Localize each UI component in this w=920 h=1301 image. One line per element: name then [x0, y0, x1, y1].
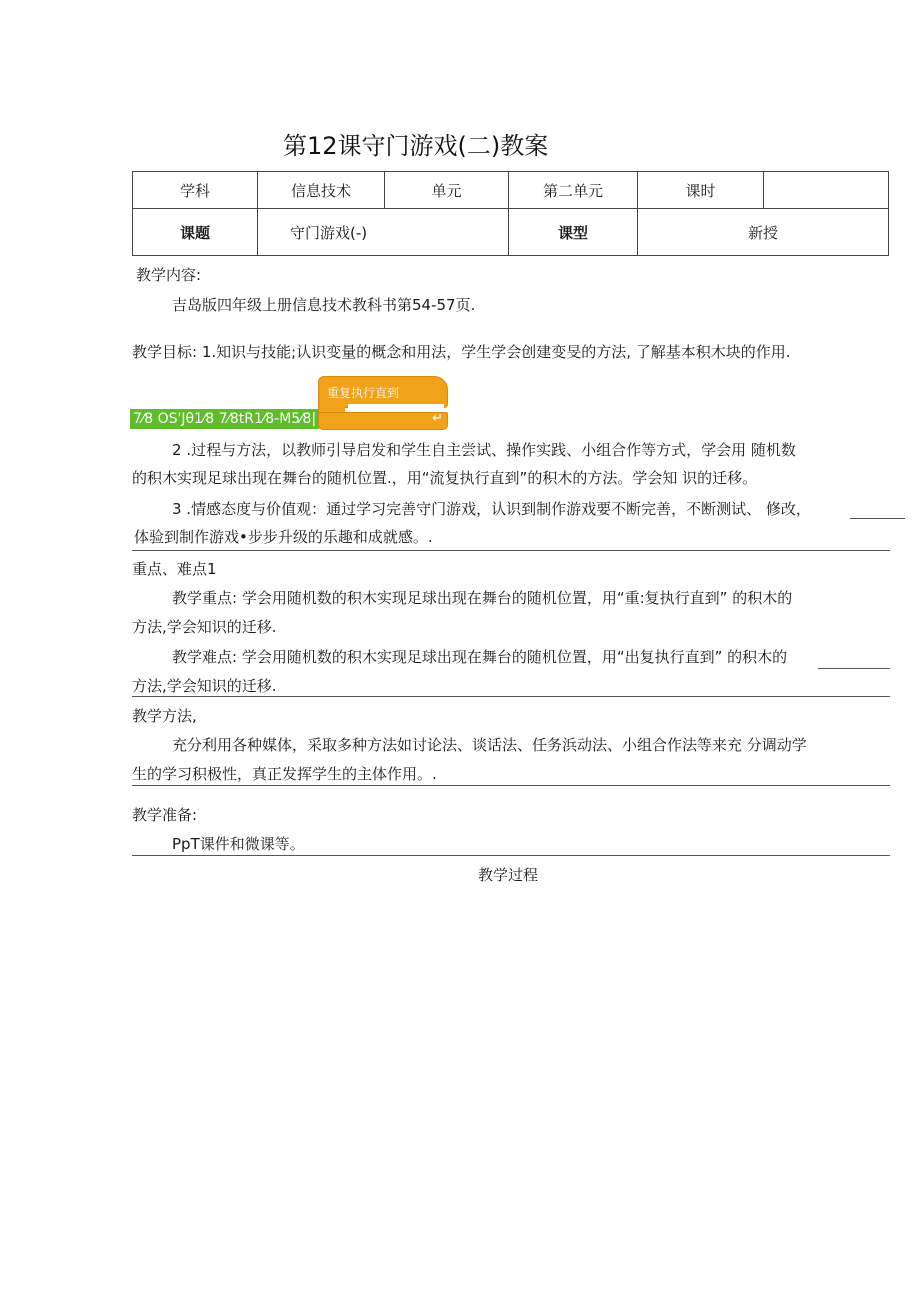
focus-line-2: 方法,学会知识的迁移. [132, 618, 277, 636]
repeat-block-slot [348, 404, 444, 412]
info-table [132, 171, 889, 256]
unit-label: 单元 [385, 172, 509, 209]
keypoints-heading: 重点、难点1 [132, 560, 217, 578]
focus-line-1: 教学重点: 学会用随机数的积木实现足球出现在舞台的随机位置，用“重:复执行直到” 的积木的 [172, 589, 793, 607]
content-text: 吉岛版四年级上册信息技术教科书第54-57页. [172, 296, 476, 314]
loop-arrow-icon: ↵ [432, 411, 443, 426]
objectives-p2-line-1: 2 .过程与方法，以教师引导启发和学生自主尝试、操作实践、小组合作等方式，学会用 随机数 [172, 441, 796, 459]
type-label: 课型 [509, 209, 638, 256]
repeat-until-block [318, 374, 448, 430]
divider [132, 855, 890, 856]
method-heading: 教学方法, [132, 707, 197, 725]
type-value: 新授 [638, 209, 889, 256]
period-label: 课时 [638, 172, 764, 209]
method-line-2: 生的学习积极性，真正发挥学生的主体作用。. [132, 765, 437, 783]
preparation-heading: 教学准备: [132, 806, 198, 824]
period-value [764, 172, 889, 209]
divider [132, 696, 890, 697]
content-heading: 教学内容: [136, 266, 202, 284]
difficulty-line-1: 教学难点: 学会用随机数的积木实现足球出现在舞台的随机位置，用“出复执行直到” 的积木的 [172, 648, 788, 666]
divider [132, 785, 890, 786]
objectives-p2-line-2: 的积木实现足球出现在舞台的随机位置.，用“流复执行直到”的积木的方法。学会知 识的迁移。 [132, 469, 758, 487]
info-row-1 [133, 172, 889, 209]
difficulty-line-2: 方法,学会知识的迁移. [132, 677, 277, 695]
method-line-1: 充分利用各种媒体，采取多种方法如讨论法、谈话法、任务浜动法、小组合作法等来充 分调动学 [172, 736, 807, 754]
green-strip: 7⁄8 OS'Jθ1⁄8 7⁄8tR1⁄8-M5⁄8| [130, 409, 319, 429]
objectives-p3-line-1: 3 .情感态度与价值观：通过学习完善守门游戏，认识到制作游戏要不断完善，不断测试、 修改， [172, 500, 811, 518]
subject-label: 学科 [133, 172, 258, 209]
objectives-p3-line-2: 体验到制作游戏•步步升级的乐趣和成就感。. [134, 528, 433, 546]
info-row-2 [133, 209, 889, 256]
process-heading: 教学过程 [478, 866, 539, 884]
subject-value: 信息技术 [258, 172, 385, 209]
page-title: 第12课守门游戏(二)教案 [283, 132, 549, 160]
unit-value: 第二单元 [509, 172, 638, 209]
topic-value: 守门游戏(-) [258, 209, 509, 256]
underline [818, 668, 890, 669]
repeat-block-label: 重复执行直到 [327, 386, 400, 400]
topic-label: 课题 [133, 209, 258, 256]
preparation-text: PpT课件和微课等。 [172, 835, 305, 853]
objectives-line-1: 教学目标: 1.知识与技能;认识变量的概念和用法，学生学会创建变旻的方法, 了解基本积木块的作用. [132, 343, 791, 361]
underline [850, 518, 905, 519]
repeat-block-bottom [318, 412, 448, 430]
divider [132, 550, 890, 551]
